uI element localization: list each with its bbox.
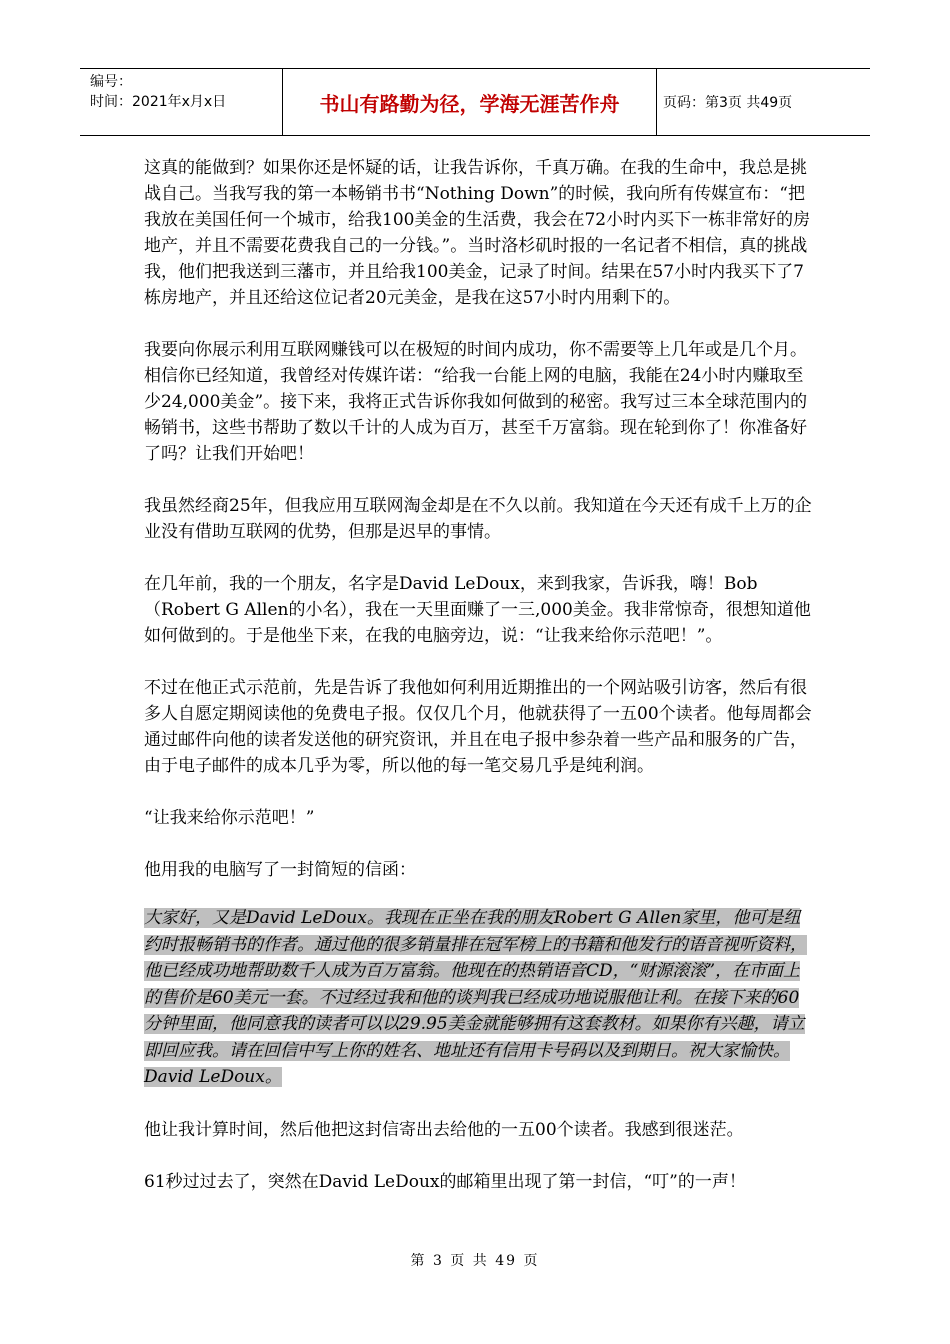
document-body — [144, 155, 814, 1221]
header-page-cell — [657, 69, 870, 135]
highlighted-letter-text: 大家好，又是David LeDoux。我现在正坐在我的朋友Robert G Allen家里，他可是纽约时报畅销书的作者。通过他的很多销量排在冠军榜上的书籍和他发行的语音视听资料，他已经成功地帮助数千人成为百万富翁。他现在的热销语音CD，“财源滚滚”，在市面上的售价是60美元一套。不过经过我和他的谈判我已经成功地说服他让利。在接下来的60分钟里面，他同意我的读者可以以29.95美金就能够拥有这套教材。如果你有兴趣，请立即回应我。请在回信中写上你的姓名、地址还有信用卡号码以及到期日。祝大家愉快。David LeDoux。 — [144, 908, 807, 1087]
page-footer: 第 3 页 共 49 页 — [410, 1253, 540, 1269]
header-motto: 书山有路勤为径，学海无涯苦作舟 — [319, 91, 620, 116]
highlighted-letter — [144, 905, 814, 1091]
body-paragraph: 他用我的电脑写了一封简短的信函： — [144, 860, 416, 880]
body-paragraph: 61秒过过去了，突然在David LeDoux的邮箱里出现了第一封信，“叮”的一声！ — [144, 1171, 746, 1192]
body-paragraph: 不过在他正式示范前，先是告诉了我他如何利用近期推出的一个网站吸引访客，然后有很多人自愿定期阅读他的免费电子报。仅仅几个月，他就获得了一五00个读者。他每周都会通过邮件向他的读者发送他的研究资讯，并且在电子报中参杂着一些产品和服务的广告，由于电子邮件的成本几乎为零，所以他的每一笔交易几乎是纯利润。 — [144, 678, 812, 776]
body-paragraph: 他让我计算时间，然后他把这封信寄出去给他的一五00个读者。我感到很迷茫。 — [144, 1119, 744, 1140]
body-paragraph: 我要向你展示利用互联网赚钱可以在极短的时间内成功，你不需要等上几年或是几个月。相信你已经知道，我曾经对传媒许诺：“给我一台能上网的电脑，我能在24小时内赚取至少24,000美金”。接下来，我将正式告诉你我如何做到的秘密。我写过三本全球范围内的畅销书，这些书帮助了数以千计的人成为百万，甚至千万富翁。现在轮到你了！你准备好了吗？让我们开始吧！ — [144, 340, 808, 464]
header-page-code: 页码：第3页 共49页 — [663, 95, 793, 111]
header-motto-cell — [283, 69, 657, 135]
body-paragraph: 这真的能做到？如果你还是怀疑的话，让我告诉你，千真万确。在我的生命中，我总是挑战自己。当我写我的第一本畅销书书“Nothing Down”的时候，我向所有传媒宣布：“把我放在美国任何一个城市，给我100美金的生活费，我会在72小时内买下一栋非常好的房地产，并且不需要花费我自己的一分钱。”。当时洛杉矶时报的一名记者不相信，真的挑战我，他们把我送到三藩市，并且给我100美金，记录了时间。结果在57小时内我买下了7栋房地产，并且还给这位记者20元美金，是我在这57小时内用剩下的。 — [144, 158, 811, 308]
header-table — [80, 68, 870, 136]
quote-paragraph: “让我来给你示范吧！” — [144, 808, 315, 828]
body-paragraph: 在几年前，我的一个朋友，名字是David LeDoux，来到我家，告诉我，嗨！Bob（Robert G Allen的小名），我在一天里面赚了一三,000美金。我非常惊奇，很想知道他如何做到的。于是他坐下来，在我的电脑旁边，说：“让我来给你示范吧！”。 — [144, 574, 811, 646]
body-paragraph: 我虽然经商25年，但我应用互联网淘金却是在不久以前。我知道在今天还有成千上万的企业没有借助互联网的优势，但那是迟早的事情。 — [144, 496, 812, 542]
document-time-label: 时间：2021年x月x日 — [90, 94, 227, 110]
document-number-label: 编号： — [90, 74, 132, 90]
header-meta-cell — [80, 69, 283, 135]
